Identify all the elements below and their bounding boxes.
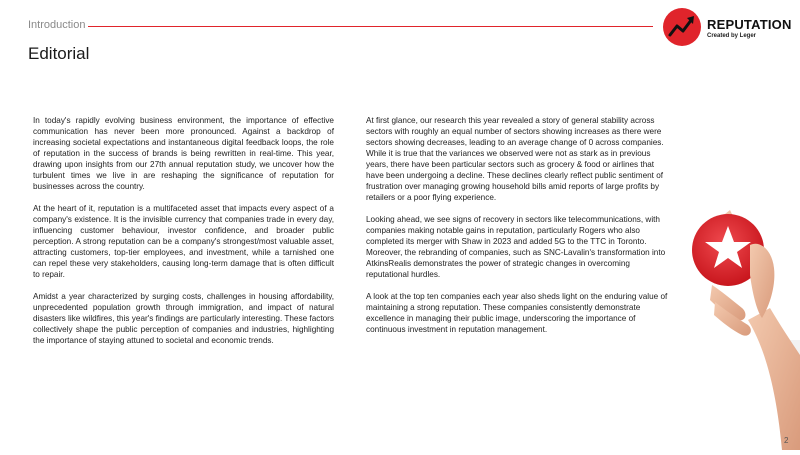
left-paragraph-3: Amidst a year characterized by surging costs, challenges in housing affordability, unprecedented population growth through immigration, and impact of natural disasters like wildfires, this year's findings are particularly interesting. These factors collectively shape the public perception of companies and industries, highlighting the importance of staying attuned to societal and economic trends. (33, 292, 334, 345)
right-column (366, 115, 668, 346)
section-label: Introduction (28, 19, 86, 31)
right-paragraph-3: A look at the top ten companies each year also sheds light on the enduring value of maintaining a strong reputation. These companies consistently demonstrate excellence in managing their public image, underscoring the importance of continuous investment in reputation management. (366, 292, 668, 334)
right-paragraph-1: At first glance, our research this year revealed a story of general stability across sectors with roughly an equal number of sectors showing increases as there were sectors showing decreases, leading to an average change of 0 across companies. While it is true that the variances we observed were not as stark as in previous years, there have been particular sectors such as grocery & food or airlines that have been undergoing a decline. These declines clearly reflect public sentiment of frustration over managing growing household bills amid reports of large profits by retailers or a poor flying experience. (366, 116, 664, 202)
left-column (33, 115, 334, 357)
header-rule (88, 26, 653, 27)
logo-tagline: Created by Leger (707, 33, 757, 39)
left-paragraph-2: At the heart of it, reputation is a multifaceted asset that impacts every aspect of a company's existence. It is the invisible currency that companies trade in every day, influencing customer behaviour, investor confidence, and broader public perception. A strong reputation can be a company's strongest/most valuable asset, attracting customers, top-tier employees, and investment, while a tarnished one can repel these very stakeholders, causing long-term damage that is often difficult to repair. (33, 204, 334, 279)
right-paragraph-2: Looking ahead, we see signs of recovery in sectors like telecommunications, with companies making notable gains in reputation, particularly Rogers who also completed its merger with Shaw in 2023 and added 5G to the TTC in Toronto. Moreover, the rebranding of companies, such as SNC-Lavalin's transformation into AtkinsRealis demonstrates the power of strategic changes in overcoming reputational hurdles. (366, 215, 666, 279)
reputation-logo (663, 8, 793, 48)
logo-name: REPUTATION (707, 17, 792, 32)
page-number: 2 (784, 436, 789, 445)
hand-holding-star-icon (690, 190, 800, 450)
trend-arrow-icon (663, 8, 701, 46)
page-title: Editorial (28, 44, 90, 63)
left-paragraph-1: In today's rapidly evolving business environment, the importance of effective communication has never been more pronounced. Against a backdrop of increasing societal expectations and instantaneous digital feedback loops, the role of reputation in the success of brands is being rewritten in real-time. This year, drawing upon insights from our 27th annual reputation study, we uncover how the turbulent times we live in are reshaping the significance of reputation for businesses across the country. (33, 116, 334, 191)
